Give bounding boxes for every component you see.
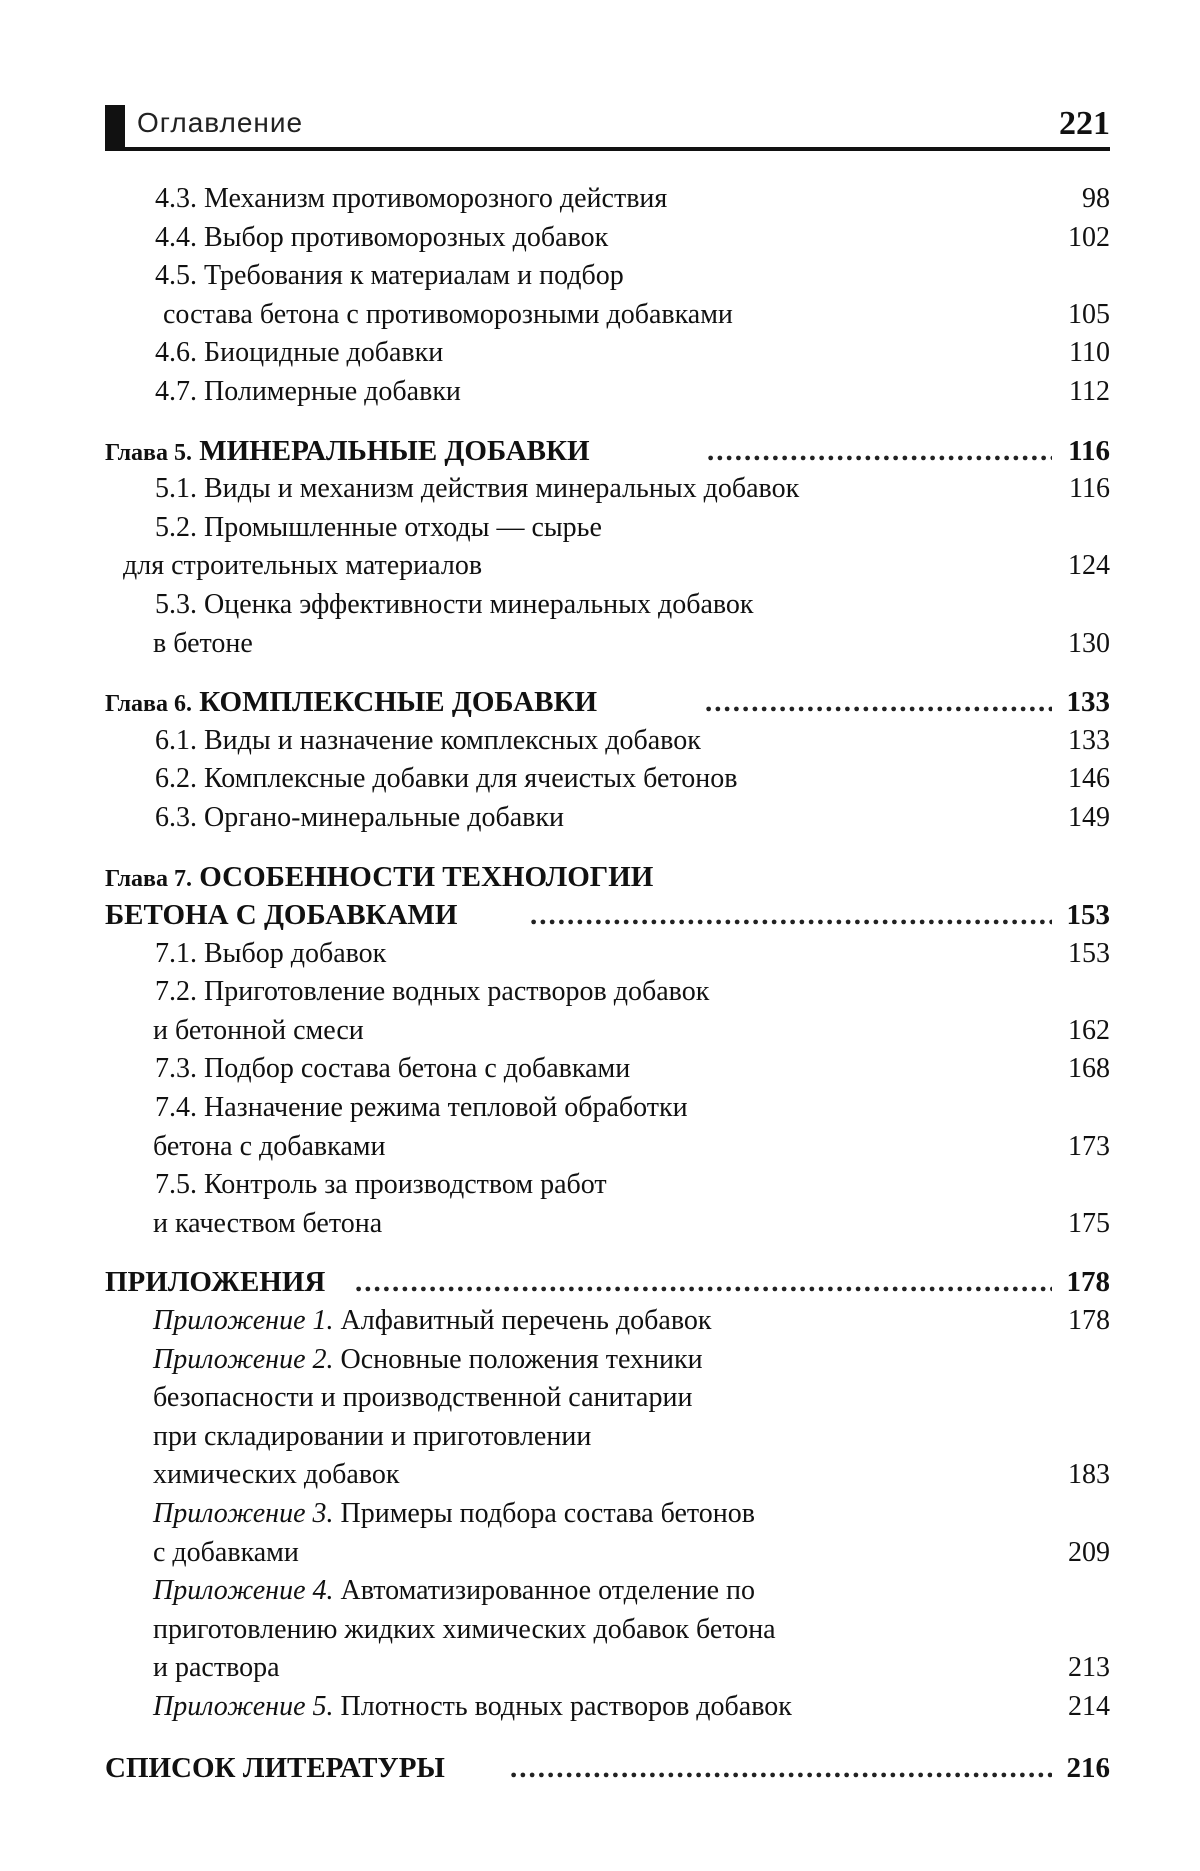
toc-references xyxy=(105,1749,1110,1788)
toc-chapter-page: 178 xyxy=(1066,1266,1110,1299)
toc-entry-text: в бетоне xyxy=(153,627,253,659)
toc-entry-7-5 xyxy=(105,1166,1110,1205)
references-title: СПИСОК ЛИТЕРАТУРЫ xyxy=(105,1751,445,1784)
toc-entry-4-5-cont xyxy=(105,296,1110,335)
toc-entry-text: 4.7. Полимерные добавки xyxy=(155,375,461,407)
table-of-contents xyxy=(105,180,1110,1787)
toc-entry-page: 98 xyxy=(1082,183,1110,214)
chapter-title: ОСОБЕННОСТИ ТЕХНОЛОГИИ xyxy=(199,860,654,893)
toc-entry-page: 183 xyxy=(1068,1459,1110,1491)
toc-entry-page: 209 xyxy=(1068,1536,1110,1568)
toc-entry-page: 102 xyxy=(1068,221,1110,253)
toc-entry-text: Алфавитный перечень добавок xyxy=(340,1305,712,1337)
toc-entry-4-7 xyxy=(105,373,1110,412)
toc-entry-text: 5.2. Промышленные отходы — сырье xyxy=(155,511,602,543)
toc-appendix-2 xyxy=(105,1341,1110,1380)
toc-entry-4-6 xyxy=(105,334,1110,373)
dot-leader xyxy=(530,896,1052,935)
toc-appendix-3 xyxy=(105,1495,1110,1534)
header-page-number: 221 xyxy=(1059,105,1110,142)
toc-entry-page: 146 xyxy=(1068,763,1110,795)
toc-appendix-5 xyxy=(105,1688,1110,1727)
toc-entry-text: 5.3. Оценка эффективности минеральных добавок xyxy=(155,588,754,620)
dot-leader xyxy=(707,432,1052,471)
toc-chapter-page: 133 xyxy=(1066,686,1110,719)
toc-entry-text: 6.3. Органо-минеральные добавки xyxy=(155,801,564,833)
toc-entry-text: приготовлению жидких химических добавок бетона xyxy=(153,1613,776,1645)
toc-entry-text: бетона с добавками xyxy=(153,1130,386,1162)
toc-entry-text: 7.5. Контроль за производством работ xyxy=(155,1169,607,1201)
toc-entry-page: 110 xyxy=(1069,337,1110,369)
toc-entry-5-3 xyxy=(105,586,1110,625)
toc-entry-page: 173 xyxy=(1068,1130,1110,1162)
toc-entry-4-4 xyxy=(105,219,1110,258)
toc-entry-page: 162 xyxy=(1068,1014,1110,1046)
toc-entry-text: 4.4. Выбор противоморозных добавок xyxy=(155,221,609,253)
toc-entry-7-4-cont xyxy=(105,1128,1110,1167)
toc-chapter-5 xyxy=(105,432,1110,471)
toc-entry-7-4 xyxy=(105,1089,1110,1128)
toc-entry-text: Плотность водных растворов добавок xyxy=(340,1690,792,1722)
toc-entry-7-5-cont xyxy=(105,1205,1110,1244)
toc-entry-page: 124 xyxy=(1068,550,1110,582)
toc-chapter-page: 153 xyxy=(1066,899,1110,932)
toc-entry-page: 149 xyxy=(1068,801,1110,833)
toc-appendix-4-cont xyxy=(105,1611,1110,1650)
appendices-title: ПРИЛОЖЕНИЯ xyxy=(105,1266,326,1299)
toc-entry-6-2 xyxy=(105,760,1110,799)
toc-entry-page: 178 xyxy=(1068,1305,1110,1337)
toc-appendix-2-cont xyxy=(105,1379,1110,1418)
toc-appendix-3-cont xyxy=(105,1534,1110,1573)
toc-entry-text: 4.6. Биоцидные добавки xyxy=(155,337,444,369)
toc-appendices xyxy=(105,1263,1110,1302)
toc-entry-6-1 xyxy=(105,722,1110,761)
chapter-title: БЕТОНА С ДОБАВКАМИ xyxy=(105,899,458,932)
toc-chapter-7 xyxy=(105,858,1110,897)
toc-entry-6-3 xyxy=(105,799,1110,838)
toc-entry-page: 133 xyxy=(1068,724,1110,756)
toc-entry-page: 168 xyxy=(1068,1053,1110,1085)
toc-entry-text: 4.5. Требования к материалам и подбор xyxy=(155,260,624,292)
chapter-label: Глава 7. xyxy=(105,865,192,892)
chapter-title: МИНЕРАЛЬНЫЕ ДОБАВКИ xyxy=(199,434,590,467)
toc-entry-4-5 xyxy=(105,257,1110,296)
toc-entry-7-2-cont xyxy=(105,1012,1110,1051)
toc-appendix-2-cont xyxy=(105,1418,1110,1457)
toc-appendix-4-cont xyxy=(105,1649,1110,1688)
toc-entry-5-3-cont xyxy=(105,625,1110,664)
toc-entry-page: 116 xyxy=(1069,473,1110,505)
toc-entry-5-1 xyxy=(105,470,1110,509)
toc-entry-text: 5.1. Виды и механизм действия минеральных добавок xyxy=(155,473,800,505)
toc-entry-text: 6.2. Комплексные добавки для ячеистых бетонов xyxy=(155,763,738,795)
toc-entry-4-3 xyxy=(105,180,1110,219)
toc-entry-text: при складировании и приготовлении xyxy=(153,1420,592,1452)
toc-entry-text: и раствора xyxy=(153,1652,280,1684)
header-marker xyxy=(105,105,125,149)
toc-chapter-page: 216 xyxy=(1066,1751,1110,1784)
toc-entry-text: Примеры подбора состава бетонов xyxy=(340,1498,755,1529)
toc-entry-text: для строительных материалов xyxy=(123,550,483,582)
appendix-label: Приложение 1. xyxy=(153,1305,334,1337)
dot-leader xyxy=(510,1749,1052,1788)
toc-entry-text: химических добавок xyxy=(153,1459,400,1491)
toc-entry-text: 7.2. Приготовление водных растворов добавок xyxy=(155,976,710,1008)
toc-entry-5-2-cont xyxy=(105,547,1110,586)
header-title: Оглавление xyxy=(137,107,304,138)
toc-entry-5-2 xyxy=(105,509,1110,548)
toc-entry-text: Автоматизированное отделение по xyxy=(340,1575,756,1607)
toc-entry-page: 112 xyxy=(1069,375,1110,407)
appendix-label: Приложение 2. xyxy=(153,1343,334,1375)
chapter-title: КОМПЛЕКСНЫЕ ДОБАВКИ xyxy=(199,686,598,719)
toc-appendix-4 xyxy=(105,1572,1110,1611)
toc-appendix-2-cont xyxy=(105,1456,1110,1495)
toc-entry-text: 7.3. Подбор состава бетона с добавками xyxy=(155,1053,631,1085)
toc-entry-text: безопасности и производственной санитарии xyxy=(153,1382,693,1414)
toc-entry-text: Основные положения техники xyxy=(340,1343,703,1375)
appendix-label: Приложение 5. xyxy=(153,1690,334,1722)
toc-entry-text: 6.1. Виды и назначение комплексных добавок xyxy=(155,724,701,756)
dot-leader xyxy=(705,683,1052,722)
toc-entry-text: 7.1. Выбор добавок xyxy=(155,937,387,969)
toc-entry-7-1 xyxy=(105,935,1110,974)
appendix-label: Приложение 4. xyxy=(153,1575,334,1607)
toc-entry-7-3 xyxy=(105,1050,1110,1089)
dot-leader xyxy=(355,1263,1052,1302)
toc-appendix-1 xyxy=(105,1302,1110,1341)
toc-entry-page: 105 xyxy=(1068,298,1110,330)
toc-entry-text: состава бетона с противоморозными добавками xyxy=(163,298,733,330)
toc-entry-page: 213 xyxy=(1068,1652,1110,1684)
toc-entry-page: 175 xyxy=(1068,1207,1110,1239)
toc-chapter-6 xyxy=(105,683,1110,722)
toc-entry-text: и качеством бетона xyxy=(153,1207,383,1239)
toc-entry-page: 153 xyxy=(1068,937,1110,969)
chapter-label: Глава 6. xyxy=(105,691,192,718)
toc-entry-page: 130 xyxy=(1068,627,1110,659)
appendix-label: Приложение 3. xyxy=(153,1498,334,1529)
toc-entry-page: 214 xyxy=(1068,1690,1110,1722)
toc-chapter-page: 116 xyxy=(1068,434,1110,467)
running-header xyxy=(105,103,1110,151)
toc-entry-text: с добавками xyxy=(153,1536,299,1568)
toc-entry-text: 4.3. Механизм противоморозного действия xyxy=(155,183,668,214)
toc-entry-text: и бетонной смеси xyxy=(153,1014,364,1046)
chapter-label: Глава 5. xyxy=(105,439,192,466)
toc-entry-text: 7.4. Назначение режима тепловой обработки xyxy=(155,1092,688,1124)
toc-chapter-7-cont xyxy=(105,896,1110,935)
toc-entry-7-2 xyxy=(105,973,1110,1012)
